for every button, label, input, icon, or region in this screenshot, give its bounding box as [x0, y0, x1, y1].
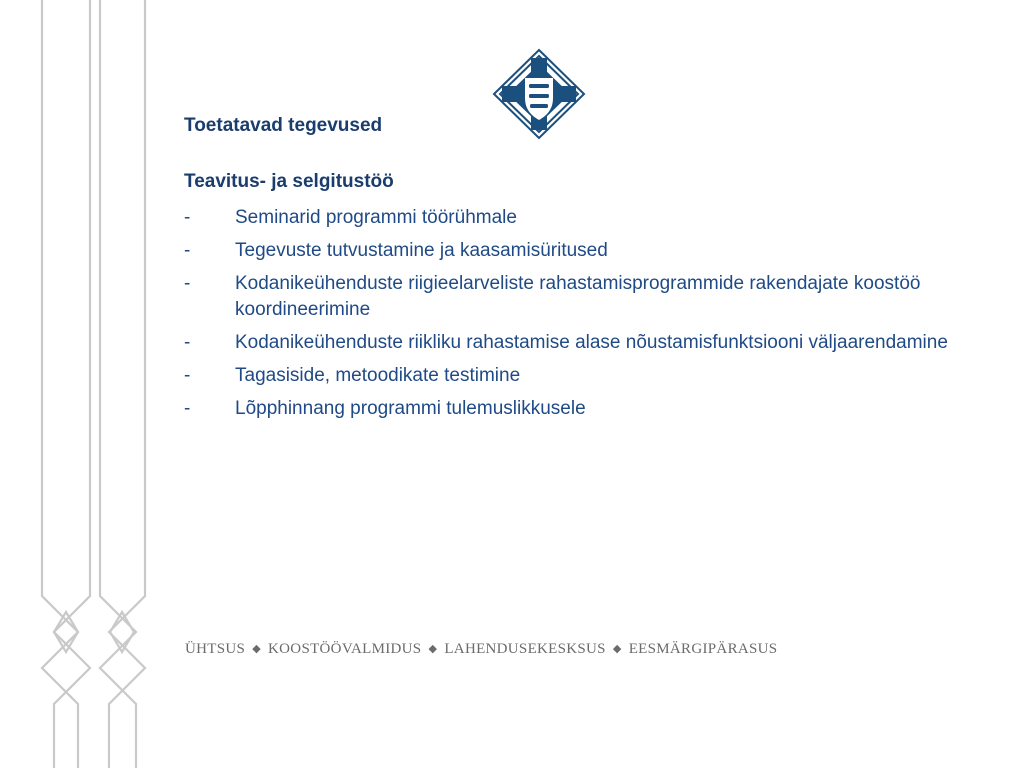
- diamond-separator-icon: ◆: [252, 643, 261, 655]
- decorative-border-ornament: [0, 0, 160, 768]
- list-item-text: Seminarid programmi töörühmale: [235, 207, 517, 228]
- footer-value: KOOSTÖÖVALMIDUS: [268, 641, 422, 657]
- list-item-text: Kodanikeühenduste riigieelarveliste rahastamisprogrammide rakendajate koostöö koordineerimine: [235, 273, 921, 320]
- bullet-marker: -: [184, 365, 191, 386]
- list-item: [182, 363, 962, 389]
- bullet-marker: -: [184, 398, 191, 419]
- slide-title: Toetatavad tegevused: [184, 115, 383, 136]
- footer-value: ÜHTSUS: [185, 641, 246, 657]
- coat-of-arms-icon: [492, 48, 586, 140]
- activity-list: [182, 205, 962, 429]
- list-item: [182, 238, 962, 264]
- list-item: [182, 205, 962, 231]
- list-item: [182, 271, 962, 323]
- list-item-text: Lõpphinnang programmi tulemuslikkusele: [235, 398, 586, 419]
- footer-values: [185, 641, 777, 658]
- section-subtitle: Teavitus- ja selgitustöö: [184, 171, 394, 192]
- footer-value: LAHENDUSEKESKSUS: [444, 641, 606, 657]
- diamond-separator-icon: ◆: [428, 643, 438, 655]
- list-item: [182, 396, 962, 422]
- footer-value: EESMÄRGIPÄRASUS: [628, 641, 778, 657]
- list-item-text: Kodanikeühenduste riikliku rahastamise alase nõustamisfunktsiooni väljaarendamine: [235, 332, 948, 353]
- bullet-marker: -: [184, 273, 191, 294]
- bullet-marker: -: [184, 240, 191, 261]
- list-item: [182, 330, 962, 356]
- list-item-text: Tegevuste tutvustamine ja kaasamisüritused: [235, 240, 608, 261]
- list-item-text: Tagasiside, metoodikate testimine: [235, 365, 521, 386]
- bullet-marker: -: [184, 207, 191, 228]
- diamond-separator-icon: ◆: [612, 643, 622, 655]
- bullet-marker: -: [184, 332, 191, 353]
